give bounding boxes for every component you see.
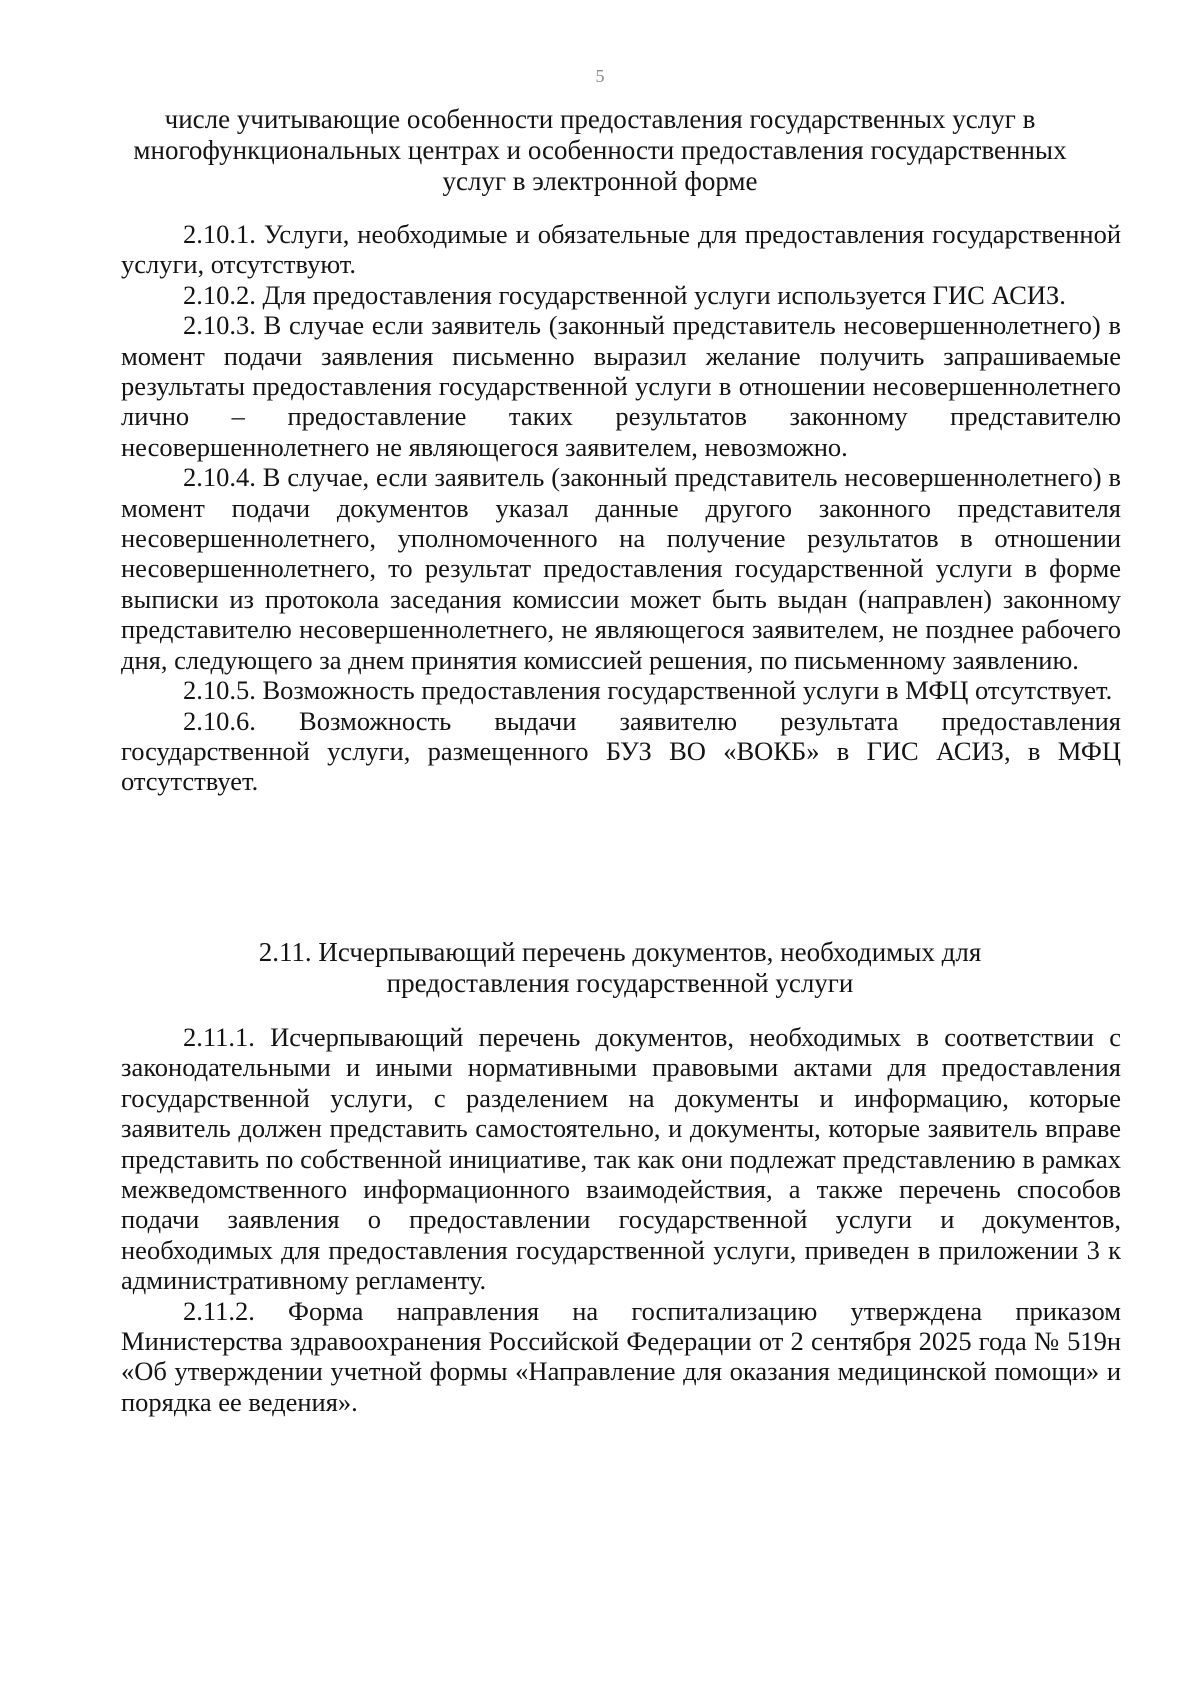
heading-line: предоставления государственной услуги — [386, 968, 854, 998]
heading-line: многофункциональных центрах и особенности предоставления государственных — [133, 135, 1067, 165]
page-number: 5 — [595, 66, 605, 86]
paragraph-2-11-1: 2.11.1. Исчерпывающий перечень документов, необходимых в соответствии с законодательными и иными нормативными правовыми актами для предоставления государственной услуги, с разделением на документы и информацию, которые заявитель должен представить самостоятельно, и документы, которые заявитель вправе представить по собственной инициативе, так как они подлежат представлению в рамках межведомственного информационного взаимодействия, а также перечень способов подачи заявления о предоставлении государственной услуги и документов, необходимых для предоставления государственной услуги, приведен в приложении 3 к административному регламенту. — [121, 1022, 1121, 1296]
heading-line: числе учитывающие особенности предоставления государственных услуг в — [164, 104, 1036, 134]
paragraph-2-10-4: 2.10.4. В случае, если заявитель (законный представитель несовершеннолетнего) в момент подачи документов указал данные другого законного представителя несовершеннолетнего, уполномоченного на получение результатов в отношении несовершеннолетнего, то результат предоставления государственной услуги в форме выписки из протокола заседания комиссии может быть выдан (направлен) законному представителю несовершеннолетнего, не являющегося заявителем, не позднее рабочего дня, следующего за днем принятия комиссией решения, по письменному заявлению. — [121, 462, 1121, 675]
heading-line: услуг в электронной форме — [442, 166, 758, 196]
heading-line: 2.11. Исчерпывающий перечень документов, необходимых для — [258, 937, 982, 967]
section-2-10-body — [121, 219, 1121, 797]
section-2-11-body — [121, 1022, 1121, 1417]
paragraph-2-10-6: 2.10.6. Возможность выдачи заявителю результата предоставления государственной услуги, размещенного БУЗ ВО «ВОКБ» в ГИС АСИЗ, в МФЦ отсутствует. — [121, 705, 1121, 797]
paragraph-2-10-5: 2.10.5. Возможность предоставления государственной услуги в МФЦ отсутствует. — [183, 675, 1113, 706]
paragraph-2-10-2: 2.10.2. Для предоставления государственной услуги используется ГИС АСИЗ. — [183, 279, 1066, 310]
section-heading-2-11 — [170, 937, 1070, 999]
paragraph-2-10-1: 2.10.1. Услуги, необходимые и обязательные для предоставления государственной услуги, отсутствуют. — [121, 219, 1121, 280]
paragraph-2-10-3: 2.10.3. В случае если заявитель (законный представитель несовершеннолетнего) в момент подачи заявления письменно выразил желание получить запрашиваемые результаты предоставления государственной услуги в отношении несовершеннолетнего лично – предоставление таких результатов законному представителю несовершеннолетнего не являющегося заявителем, невозможно. — [121, 310, 1121, 462]
section-heading-2-10 — [100, 104, 1100, 197]
paragraph-2-11-2: 2.11.2. Форма направления на госпитализацию утверждена приказом Министерства здравоохранения Российской Федерации от 2 сентября 2025 года № 519н «Об утверждении учетной формы «Направление для оказания медицинской помощи» и порядка ее ведения». — [121, 1295, 1121, 1417]
